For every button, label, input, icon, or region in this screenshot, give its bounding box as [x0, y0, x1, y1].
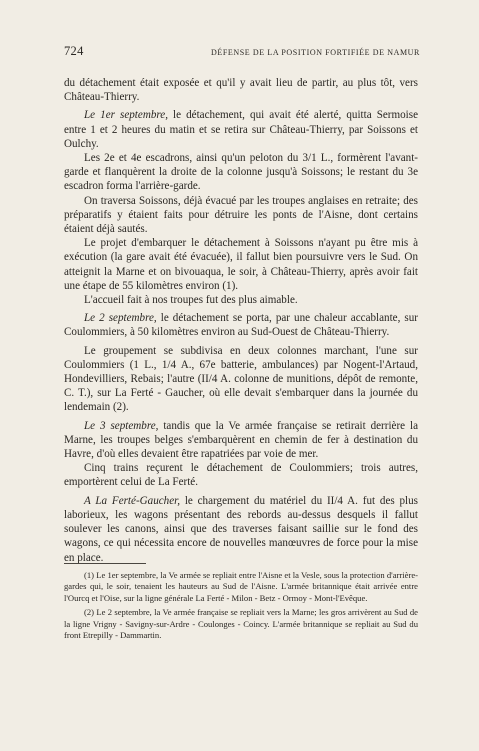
footnote-2: (2) Le 2 septembre, la Ve armée française se repliait vers la Marne; les gros arrivèrent au Sud de la ligne Vrigny - Savigny-sur-Ardre - Coulonges - Coincy. L'armée britannique se repliait au Sud du front Etrepilly - Dammartin.: [64, 607, 418, 641]
page-header: [64, 44, 420, 59]
paragraph: du détachement était exposée et qu'il y avait lieu de partir, au plus tôt, vers Château-Thierry.: [64, 77, 418, 104]
footnote-1: (1) Le 1er septembre, la Ve armée se repliait entre l'Aisne et la Vesle, sous la protection d'arrière-gardes qui, le soir, tenaient les hauteurs au Sud de l'Aisne. L'armée britannique était arrivée entre l'Ourcq et l'Oise, sur la ligne générale La Ferté - Milon - Betz - Ormoy - Mont-l'Evêque.: [64, 570, 418, 603]
footnote-divider: [64, 563, 146, 564]
footnotes: [64, 570, 418, 644]
paragraph: Les 2e et 4e escadrons, ainsi qu'un peloton du 3/1 L., formèrent l'avant-garde et flanquèrent la droite de la colonne jusqu'à Soissons; le restant du 3e escadron forma l'arrière-garde.: [64, 152, 418, 193]
paragraph: Le 2 septembre, le détachement se porta, par une chaleur accablante, sur Coulommiers, à 50 kilomètres environ au Sud-Ouest de Château-Thierry.: [64, 312, 418, 339]
paragraph: Le 1er septembre, le détachement, qui avait été alerté, quitta Sermoise entre 1 et 2 heures du matin et se retira sur Château-Thierry, par Soissons et Oulchy.: [64, 109, 418, 150]
paragraph: Le 3 septembre, tandis que la Ve armée française se retirait derrière la Marne, les troupes belges s'embarquèrent en chemin de fer à destination du Havre, d'où elles devaient être rapatriées par voie de mer.: [64, 419, 418, 461]
paragraph: Le projet d'embarquer le détachement à Soissons n'ayant pu être mis à exécution (la gare avait été évacuée), il fallut bien poursuivre vers le Sud. On atteignit la Marne et on bivouaqua, le soir, à Château-Thierry, après avoir fait une étape de 55 kilomètres environ (1).: [64, 237, 418, 292]
running-head: DÉFENSE DE LA POSITION FORTIFIÉE DE NAMUR: [210, 48, 420, 57]
paragraph: L'accueil fait à nos troupes fut des plus aimable.: [84, 294, 298, 307]
body-text: [64, 76, 418, 565]
paragraph: Le groupement se subdivisa en deux colonnes marchant, l'une sur Coulommiers (1 L., 1/4 A., 67e batterie, ambulances) par Nogent-l'Artaud, Hondevilliers, Rebais; l'autre (II/4 A. colonne de munitions, dépôt de remonte, C. T.), sur La Ferté - Gaucher, où elle devait s'embarquer dans la journée du lendemain (2).: [64, 344, 418, 414]
paragraph: On traversa Soissons, déjà évacué par les troupes anglaises en retraite; des préparatifs y étaient faits pour détruire les ponts de l'Aisne, dont certains étaient déjà sautés.: [64, 194, 418, 236]
page-number: 724: [64, 44, 84, 58]
paragraph: A La Ferté-Gaucher, le chargement du matériel du II/4 A. fut des plus laborieux, les wagons présentant des rebords au-dessus desquels il fallut soulever les canons, ainsi que des traverses faisant saillie sur le fond des wagons, ce qui nécessita encore de nouvelles manœuvres de force pour la mise en place.: [64, 494, 418, 564]
paragraph: Cinq trains reçurent le détachement de Coulommiers; trois autres, emportèrent celui de La Ferté.: [64, 462, 418, 489]
